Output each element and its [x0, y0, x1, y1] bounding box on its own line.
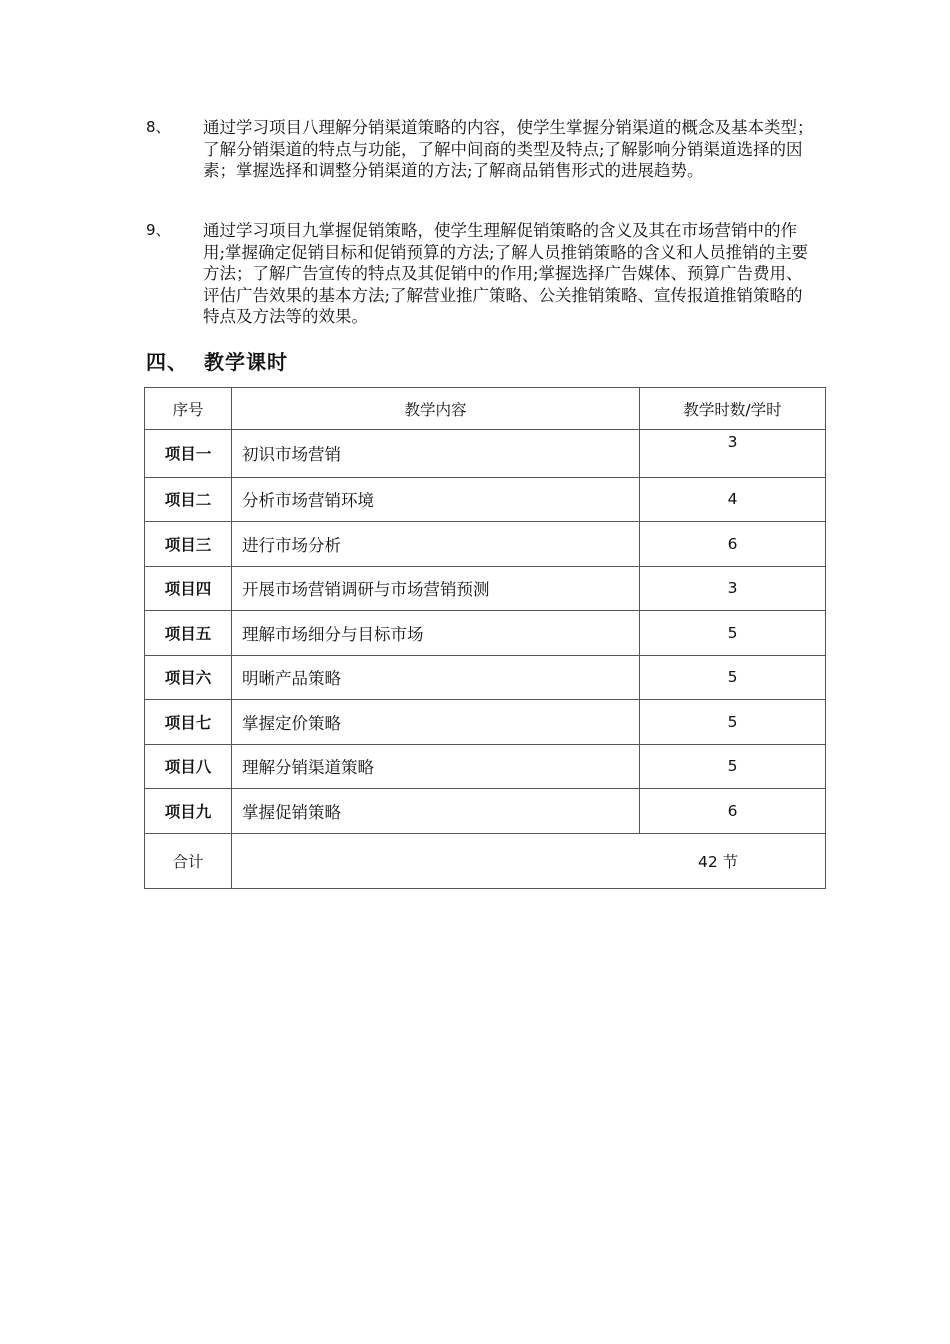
row-hours: 6 [640, 789, 826, 834]
row-seq: 项目七 [145, 700, 232, 745]
row-content: 理解分销渠道策略 [232, 744, 640, 789]
table-row [145, 700, 826, 745]
row-hours: 5 [640, 655, 826, 700]
row-hours: 5 [640, 744, 826, 789]
row-content: 掌握促销策略 [232, 789, 640, 834]
table-row [145, 566, 826, 611]
objective-item-9 [146, 220, 816, 328]
section-number: 四、 [146, 350, 188, 374]
table-row [145, 522, 826, 567]
objective-number: 8、 [146, 118, 171, 136]
header-content: 教学内容 [232, 388, 640, 430]
total-value: 42 节 [232, 833, 826, 888]
objective-text: 通过学习项目八理解分销渠道策略的内容，使学生掌握分销渠道的概念及基本类型；了解分销渠道的特点与功能，了解中间商的类型及特点;了解影响分销渠道选择的因素；掌握选择和调整分销渠道的方法;了解商品销售形式的进展趋势。 [203, 118, 814, 180]
row-hours: 4 [640, 477, 826, 522]
row-content: 明晰产品策略 [232, 655, 640, 700]
table-header-row [145, 388, 826, 430]
row-seq: 项目九 [145, 789, 232, 834]
row-seq: 项目八 [145, 744, 232, 789]
row-hours: 6 [640, 522, 826, 567]
row-seq: 项目三 [145, 522, 232, 567]
table-row [145, 655, 826, 700]
row-content: 初识市场营销 [232, 430, 640, 478]
row-hours: 3 [640, 566, 826, 611]
row-hours: 5 [640, 611, 826, 656]
row-content: 理解市场细分与目标市场 [232, 611, 640, 656]
row-content: 进行市场分析 [232, 522, 640, 567]
table-row [145, 477, 826, 522]
table-row [145, 611, 826, 656]
header-hours: 教学时数/学时 [640, 388, 826, 430]
teaching-hours-table [144, 387, 826, 889]
row-content: 掌握定价策略 [232, 700, 640, 745]
objective-item-8 [146, 117, 816, 182]
row-seq: 项目一 [145, 430, 232, 478]
section-title: 教学课时 [204, 350, 288, 374]
objective-number: 9、 [146, 221, 171, 239]
section-heading [146, 346, 288, 375]
table-row [145, 789, 826, 834]
row-content: 分析市场营销环境 [232, 477, 640, 522]
row-seq: 项目二 [145, 477, 232, 522]
objective-text: 通过学习项目九掌握促销策略，使学生理解促销策略的含义及其在市场营销中的作用;掌握确定促销目标和促销预算的方法;了解人员推销策略的含义和人员推销的主要方法；了解广告宣传的特点及其促销中的作用;掌握选择广告媒体、预算广告费用、评估广告效果的基本方法;了解营业推广策略、公关推销策略、宣传报道推销策略的特点及方法等的效果。 [203, 221, 809, 326]
row-content: 开展市场营销调研与市场营销预测 [232, 566, 640, 611]
table-total-row [145, 833, 826, 888]
row-hours: 5 [640, 700, 826, 745]
row-seq: 项目五 [145, 611, 232, 656]
table-row [145, 430, 826, 478]
header-seq: 序号 [145, 388, 232, 430]
row-seq: 项目四 [145, 566, 232, 611]
table-row [145, 744, 826, 789]
row-seq: 项目六 [145, 655, 232, 700]
total-label: 合计 [145, 833, 232, 888]
row-hours: 3 [640, 430, 826, 478]
